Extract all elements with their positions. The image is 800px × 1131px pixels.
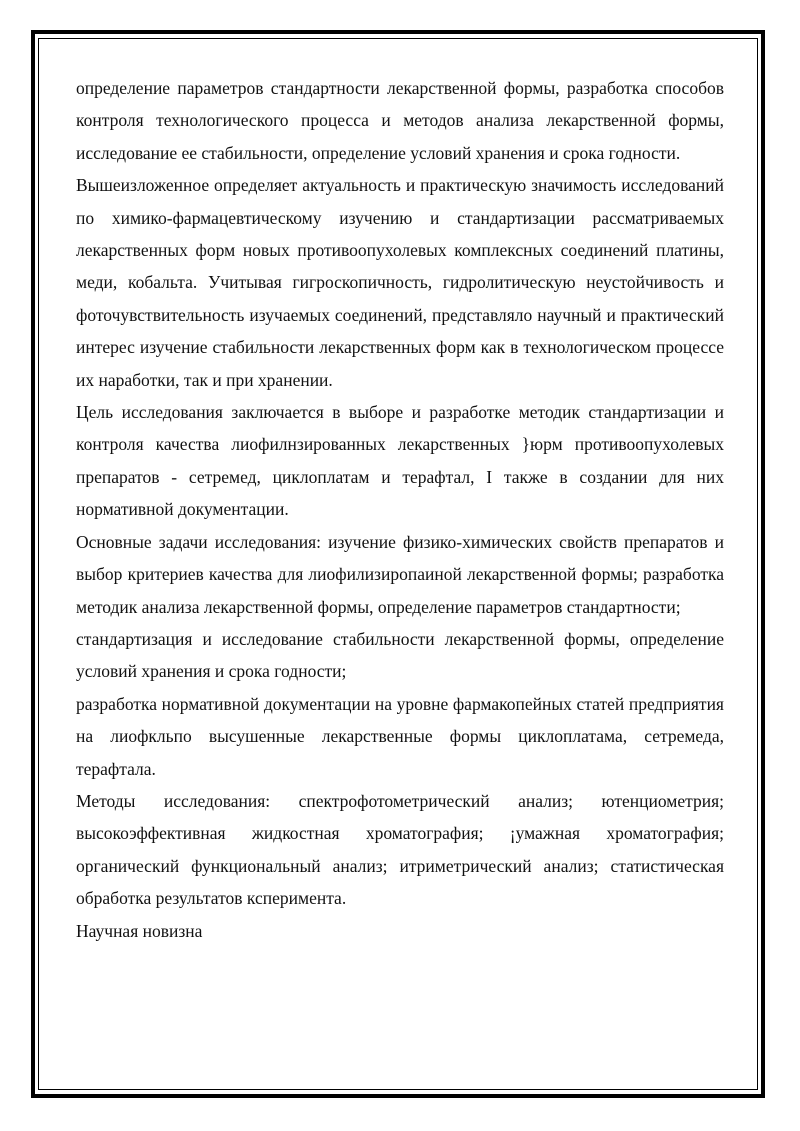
paragraph-task-stability: стандартизация и исследование стабильности лекарственной формы, определение условий хранения и срока годности; xyxy=(76,628,724,682)
paragraph-standardization-intro: определение параметров стандартности лекарственной формы, разработка способов контроля технологического процесса и методов анализа лекарственной формы, исследование ее стабильности, определение условий хранения и срока годности. xyxy=(76,78,724,163)
paragraph-research-goal: Цель исследования заключается в выборе и разработке методик стандартизации и контроля качества лиофилнзированных лекарственных }юрм противоопухолевых препаратов - сетремед, циклоплатам и терафтал, I также в создании для них нормативной документации. xyxy=(76,402,724,520)
paragraph-research-methods: Методы исследования: спектрофотометрический анализ; ютенциометрия; высокоэффективная жидкостная хроматография; ¡умажная хроматография; органический функциональный анализ; итриметрический анализ; статистическая обработка результатов ксперимента. xyxy=(76,790,724,909)
paragraph-task-documentation: разработка нормативной документации на уровне фармакопейных статей предприятия на лиофкльпо высушенные лекарственные формы циклоплатама, сетремеда, терафтала. xyxy=(76,693,724,779)
paragraph-scientific-novelty-heading: Научная новизна xyxy=(76,920,203,941)
paragraph-relevance: Вышеизложенное определяет актуальность и практическую значимость исследований по химико-фармацевтическому изучению и стандартизации рассматриваемых лекарственных форм новых противоопухолевых комплексных соединений платины, меди, кобальта. Учитывая гигроскопичность, гидролитическую неустойчивость и фоточувствительность изучаемых соединений, представляло научный и практический интерес изучение стабильности лекарственных форм как в технологическом процессе их наработки, так и при хранении. xyxy=(76,175,724,390)
document-body xyxy=(76,72,724,947)
paragraph-research-tasks: Основные задачи исследования: изучение физико-химических свойств препаратов и выбор критериев качества для лиофилизиропаиной лекарственной формы; разработка методик анализа лекарственной формы, определение параметров стандартности; xyxy=(76,531,724,617)
